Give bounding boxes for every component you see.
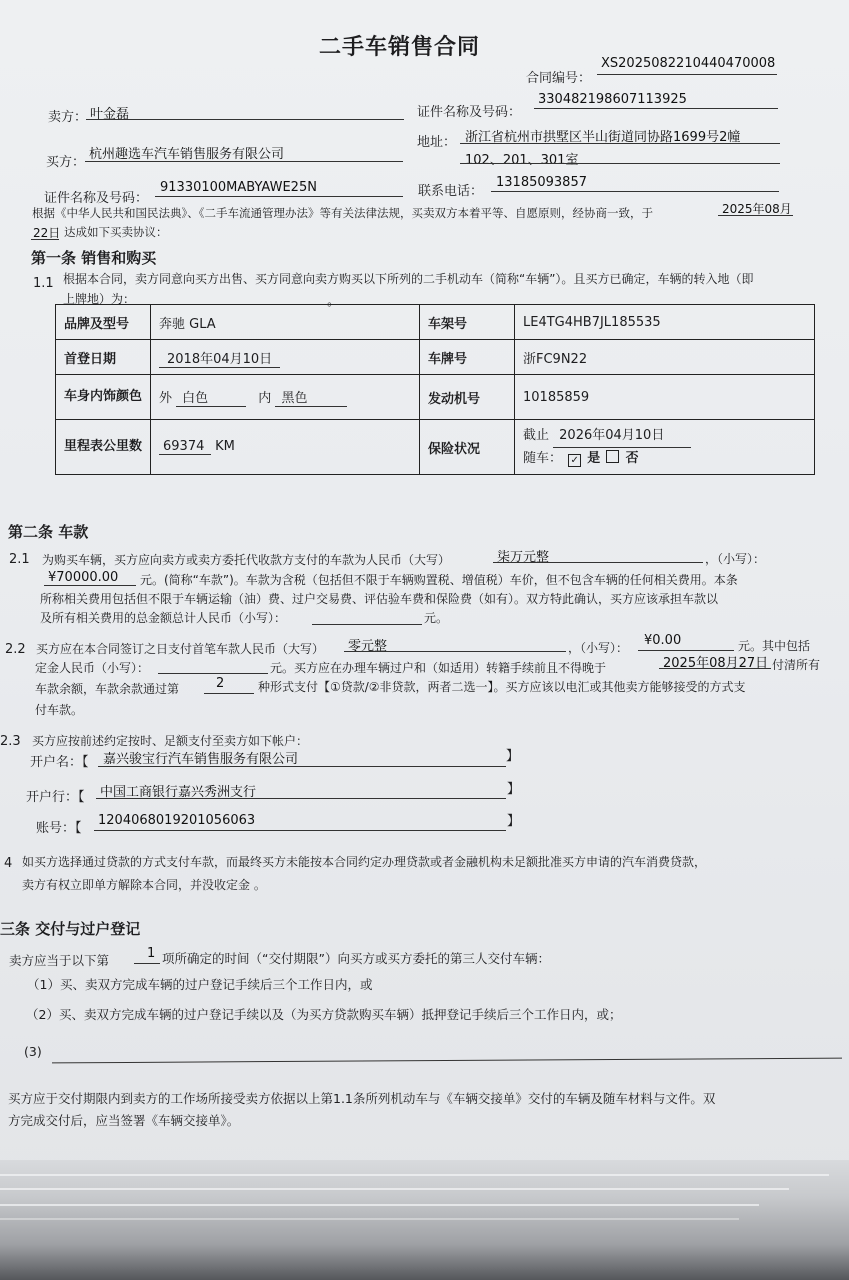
mileage-number: 69374: [159, 439, 211, 455]
clause-2-1-text-5: 元。: [424, 611, 449, 625]
vin-value: LE4TG4HB7JL185535: [515, 305, 815, 340]
buyer-phone-value: 13185093857: [496, 175, 587, 190]
delivery-item-2: （2）买、卖双方完成车辆的过户登记手续以及（为买方贷款购买车辆）抵押登记手续后三个工作日内，或；: [26, 1007, 622, 1022]
clause-2-2-text-4: 元。买方应在办理车辆过户和（如适用）转籍手续前且不得晚于: [270, 661, 607, 675]
check-no-label: 否: [625, 450, 639, 466]
bank-name: 中国工商银行嘉兴秀洲支行: [100, 785, 257, 800]
buyer-label: 买方：: [46, 155, 86, 170]
clause-2-2-number: 2.2: [5, 642, 26, 657]
payment-option: 2: [216, 676, 225, 691]
down-payment-upper-line: [344, 651, 566, 652]
clause-2-4-text-2: 卖方有权立即单方解除本合同，并没收定金 。: [22, 878, 266, 892]
insurance-until: [523, 425, 806, 448]
account-number: 1204068019201056063: [98, 813, 256, 828]
mileage-value: [151, 420, 420, 475]
account-number-bracket: 】: [507, 814, 521, 829]
check-no-checkbox: [606, 450, 619, 463]
paper-stack: [0, 1160, 849, 1280]
buyer-address-line1: 浙江省杭州市拱墅区半山街道同协路1699号2幢: [465, 130, 741, 145]
inner-color: 黑色: [275, 387, 347, 407]
payment-option-line: [204, 693, 254, 694]
buyer-address-label: 地址：: [417, 135, 457, 150]
seller-label: 卖方：: [48, 110, 88, 125]
clause-2-1-lower-label: ，（小写）：: [705, 552, 766, 566]
preamble-text-end: 达成如下买卖协议：: [64, 225, 168, 239]
clause-2-2-text-3: 定金人民币（小写）：: [35, 661, 150, 675]
clause-2-2-text: 买方应在本合同签订之日支付首笔车款人民币（大写）: [36, 642, 325, 656]
registration-date-value: [151, 340, 420, 375]
clause-1-1-number: 1.1: [33, 276, 54, 291]
clause-2-1-text-2: 元。(简称“车款”)。车款为含税（包括但不限于车辆购置税、增值税）车价，但不包含车辆的任何相关费用。本条: [140, 573, 738, 587]
article1-title: 第一条 销售和购买: [31, 249, 157, 267]
delivery-item-3-blank: [52, 1058, 842, 1064]
article3-text-4: 方完成交付后，应当签署《车辆交接单》。: [8, 1113, 240, 1128]
clause-2-1-number: 2.1: [9, 552, 30, 567]
buyer-phone-line: [491, 191, 779, 192]
check-yes-label: 是: [587, 450, 601, 466]
paper-edge: [0, 1174, 829, 1176]
account-number-line: [94, 830, 506, 831]
clause-2-2-text-5: 付清所有: [772, 658, 821, 672]
total-amount-blank: [312, 624, 422, 625]
clause-2-2-text-8: 付车款。: [35, 703, 84, 717]
down-payment-upper: 零元整: [348, 639, 388, 654]
article2-title: 第二条 车款: [8, 523, 89, 541]
clause-2-4-number: 4: [4, 856, 13, 871]
color-label: 车身内饰颜色: [56, 375, 151, 420]
paper-edge: [0, 1204, 759, 1206]
delivery-option: 1: [147, 946, 156, 961]
account-name-bracket: 】: [506, 749, 520, 764]
delivery-option-line: [134, 963, 160, 964]
brand-label: 品牌及型号: [56, 305, 151, 340]
deposit-blank: [158, 673, 268, 674]
clause-2-4-text: 如买方选择通过贷款的方式支付车款，而最终买方未能按本合同约定办理贷款或者金融机构未足额批准买方申请的汽车消费贷款，: [22, 855, 707, 869]
account-number-label: 账号：【: [36, 821, 82, 836]
clause-2-1-text-4: 及所有相关费用的总金额总计人民币（小写）：: [40, 611, 287, 625]
bank-line: [96, 798, 506, 799]
insurance-with-car: [523, 448, 806, 470]
insurance-until-date: 2026年04月10日: [553, 425, 691, 448]
clause-2-2-text-6: 车款余额，车款余款通过第: [35, 682, 180, 696]
buyer-address-underline2: [460, 163, 780, 164]
table-row: [56, 340, 815, 375]
with-car-label: 随车：: [523, 450, 563, 466]
engine-label: 发动机号: [420, 375, 515, 420]
paper-edge: [0, 1188, 789, 1190]
preamble-text: 根据《中华人民共和国民法典》、《二手车流通管理办法》等有关法律法规，买卖双方本着平等、自愿原则，经协商一致，于: [32, 206, 653, 220]
delivery-item-1: （1）买、卖双方完成车辆的过户登记手续后三个工作日内，或: [27, 977, 373, 992]
insurance-label: 保险状况: [420, 420, 515, 475]
contract-number-line: [597, 74, 777, 75]
vin-label: 车架号: [420, 305, 515, 340]
registration-date-label: 首登日期: [56, 340, 151, 375]
article3-title: 三条 交付与过户登记: [0, 920, 141, 938]
seller-id-line: [534, 108, 778, 109]
buyer-phone-label: 联系电话：: [418, 184, 484, 199]
plate-label: 车牌号: [420, 340, 515, 375]
clause-1-1-text: 根据本合同，卖方同意向买方出售、买方同意向卖方购买以下所列的二手机动车（简称“车辆”）。且买方已确定，车辆的转入地（即: [63, 272, 754, 286]
price-lower: ¥70000.00: [48, 570, 119, 585]
check-yes-checkbox: ✓: [568, 454, 581, 467]
buyer-line: [85, 161, 403, 162]
table-row: [56, 420, 815, 475]
brand-value: 奔驰 GLA: [151, 305, 420, 340]
price-lower-line: [44, 585, 136, 586]
registration-date: 2018年04月10日: [159, 352, 280, 368]
account-name: 嘉兴骏宝行汽车销售服务有限公司: [103, 752, 299, 767]
page-title: 二手车销售合同: [319, 35, 481, 60]
clause-2-3-number: 2.3: [0, 734, 21, 749]
clause-2-3-text: 买方应按前述约定按时、足额支付至卖方如下帐户：: [32, 734, 309, 748]
clause-2-2-lower-label: ，（小写）：: [568, 641, 629, 655]
clause-1-1-period: 。: [327, 294, 341, 309]
buyer-address-underline1: [460, 143, 780, 144]
vehicle-table: [55, 304, 815, 475]
article3-text: 卖方应当于以下第: [9, 953, 110, 968]
seller-id-label: 证件名称及号码：: [417, 105, 522, 120]
preamble-date-line2: [31, 239, 59, 240]
price-upper-line: [493, 562, 703, 563]
buyer-name: 杭州趣选车汽车销售服务有限公司: [89, 147, 285, 162]
inner-color-label: 内: [258, 391, 272, 406]
bank-label: 开户行：【: [26, 790, 85, 805]
article3-text-2: 项所确定的时间（“交付期限”）向买方或买方委托的第三人交付车辆：: [162, 951, 550, 966]
clause-1-1-text-2: 上牌地）为：: [63, 292, 136, 306]
engine-value: 10185859: [515, 375, 815, 420]
final-payment-date: 2025年08月27日: [663, 656, 769, 671]
buyer-id-label: 证件名称及号码：: [44, 191, 149, 206]
preamble-date-day: 22日: [33, 226, 61, 240]
seller-id-value: 330482198607113925: [538, 92, 687, 107]
buyer-id-value: 91330100MABYAWE25N: [160, 180, 317, 195]
preamble-date-line1: [718, 215, 793, 216]
mileage-unit: KM: [215, 439, 235, 454]
account-name-line: [98, 766, 506, 767]
insurance-value: [515, 420, 815, 475]
down-payment-lower: ¥0.00: [644, 633, 682, 648]
price-upper: 柒万元整: [497, 550, 550, 565]
article3-text-3: 买方应于交付期限内到卖方的工作场所接受卖方依据以上第1.1条所列机动车与《车辆交接单》交付的车辆及随车材料与文件。双: [8, 1091, 716, 1106]
table-row: [56, 375, 815, 420]
account-name-label: 开户名：【: [30, 755, 89, 770]
clause-2-1-text-3: 所称相关费用包括但不限于车辆运输（油）费、过户交易费、评估验车费和保险费（如有）。双方特此确认，买方应该承担车款以: [40, 592, 719, 606]
delivery-item-3: (3): [24, 1044, 42, 1059]
buyer-address-line2: 102、201、301室: [465, 153, 579, 168]
final-payment-date-line: [659, 668, 771, 669]
preamble-date-year-month: 2025年08月: [722, 202, 792, 216]
insurance-until-label: 截止: [523, 427, 550, 443]
seller-line: [86, 119, 404, 120]
plate-value: 浙FC9N22: [515, 340, 815, 375]
paper-edge: [0, 1218, 739, 1220]
seller-name: 叶金磊: [90, 107, 130, 122]
color-value: [151, 375, 420, 420]
contract-number-label: 合同编号：: [526, 71, 592, 86]
contract-number-value: XS2025082210440470008: [601, 56, 776, 71]
bank-bracket: 】: [507, 782, 521, 797]
clause-2-1-text: 为购买车辆，买方应向卖方或卖方委托代收款方支付的车款为人民币（大写）: [42, 553, 451, 567]
buyer-id-line: [155, 196, 403, 197]
clause-2-2-text-2: 元。其中包括: [738, 639, 811, 653]
table-row: [56, 305, 815, 340]
outer-color-label: 外: [159, 391, 173, 406]
clause-2-2-text-7: 种形式支付【①贷款/②非贷款，两者二选一】。买方应该以电汇或其他卖方能够接受的方式支: [258, 680, 746, 694]
outer-color: 白色: [176, 387, 246, 407]
down-payment-lower-line: [638, 650, 734, 651]
mileage-label: 里程表公里数: [56, 420, 151, 475]
